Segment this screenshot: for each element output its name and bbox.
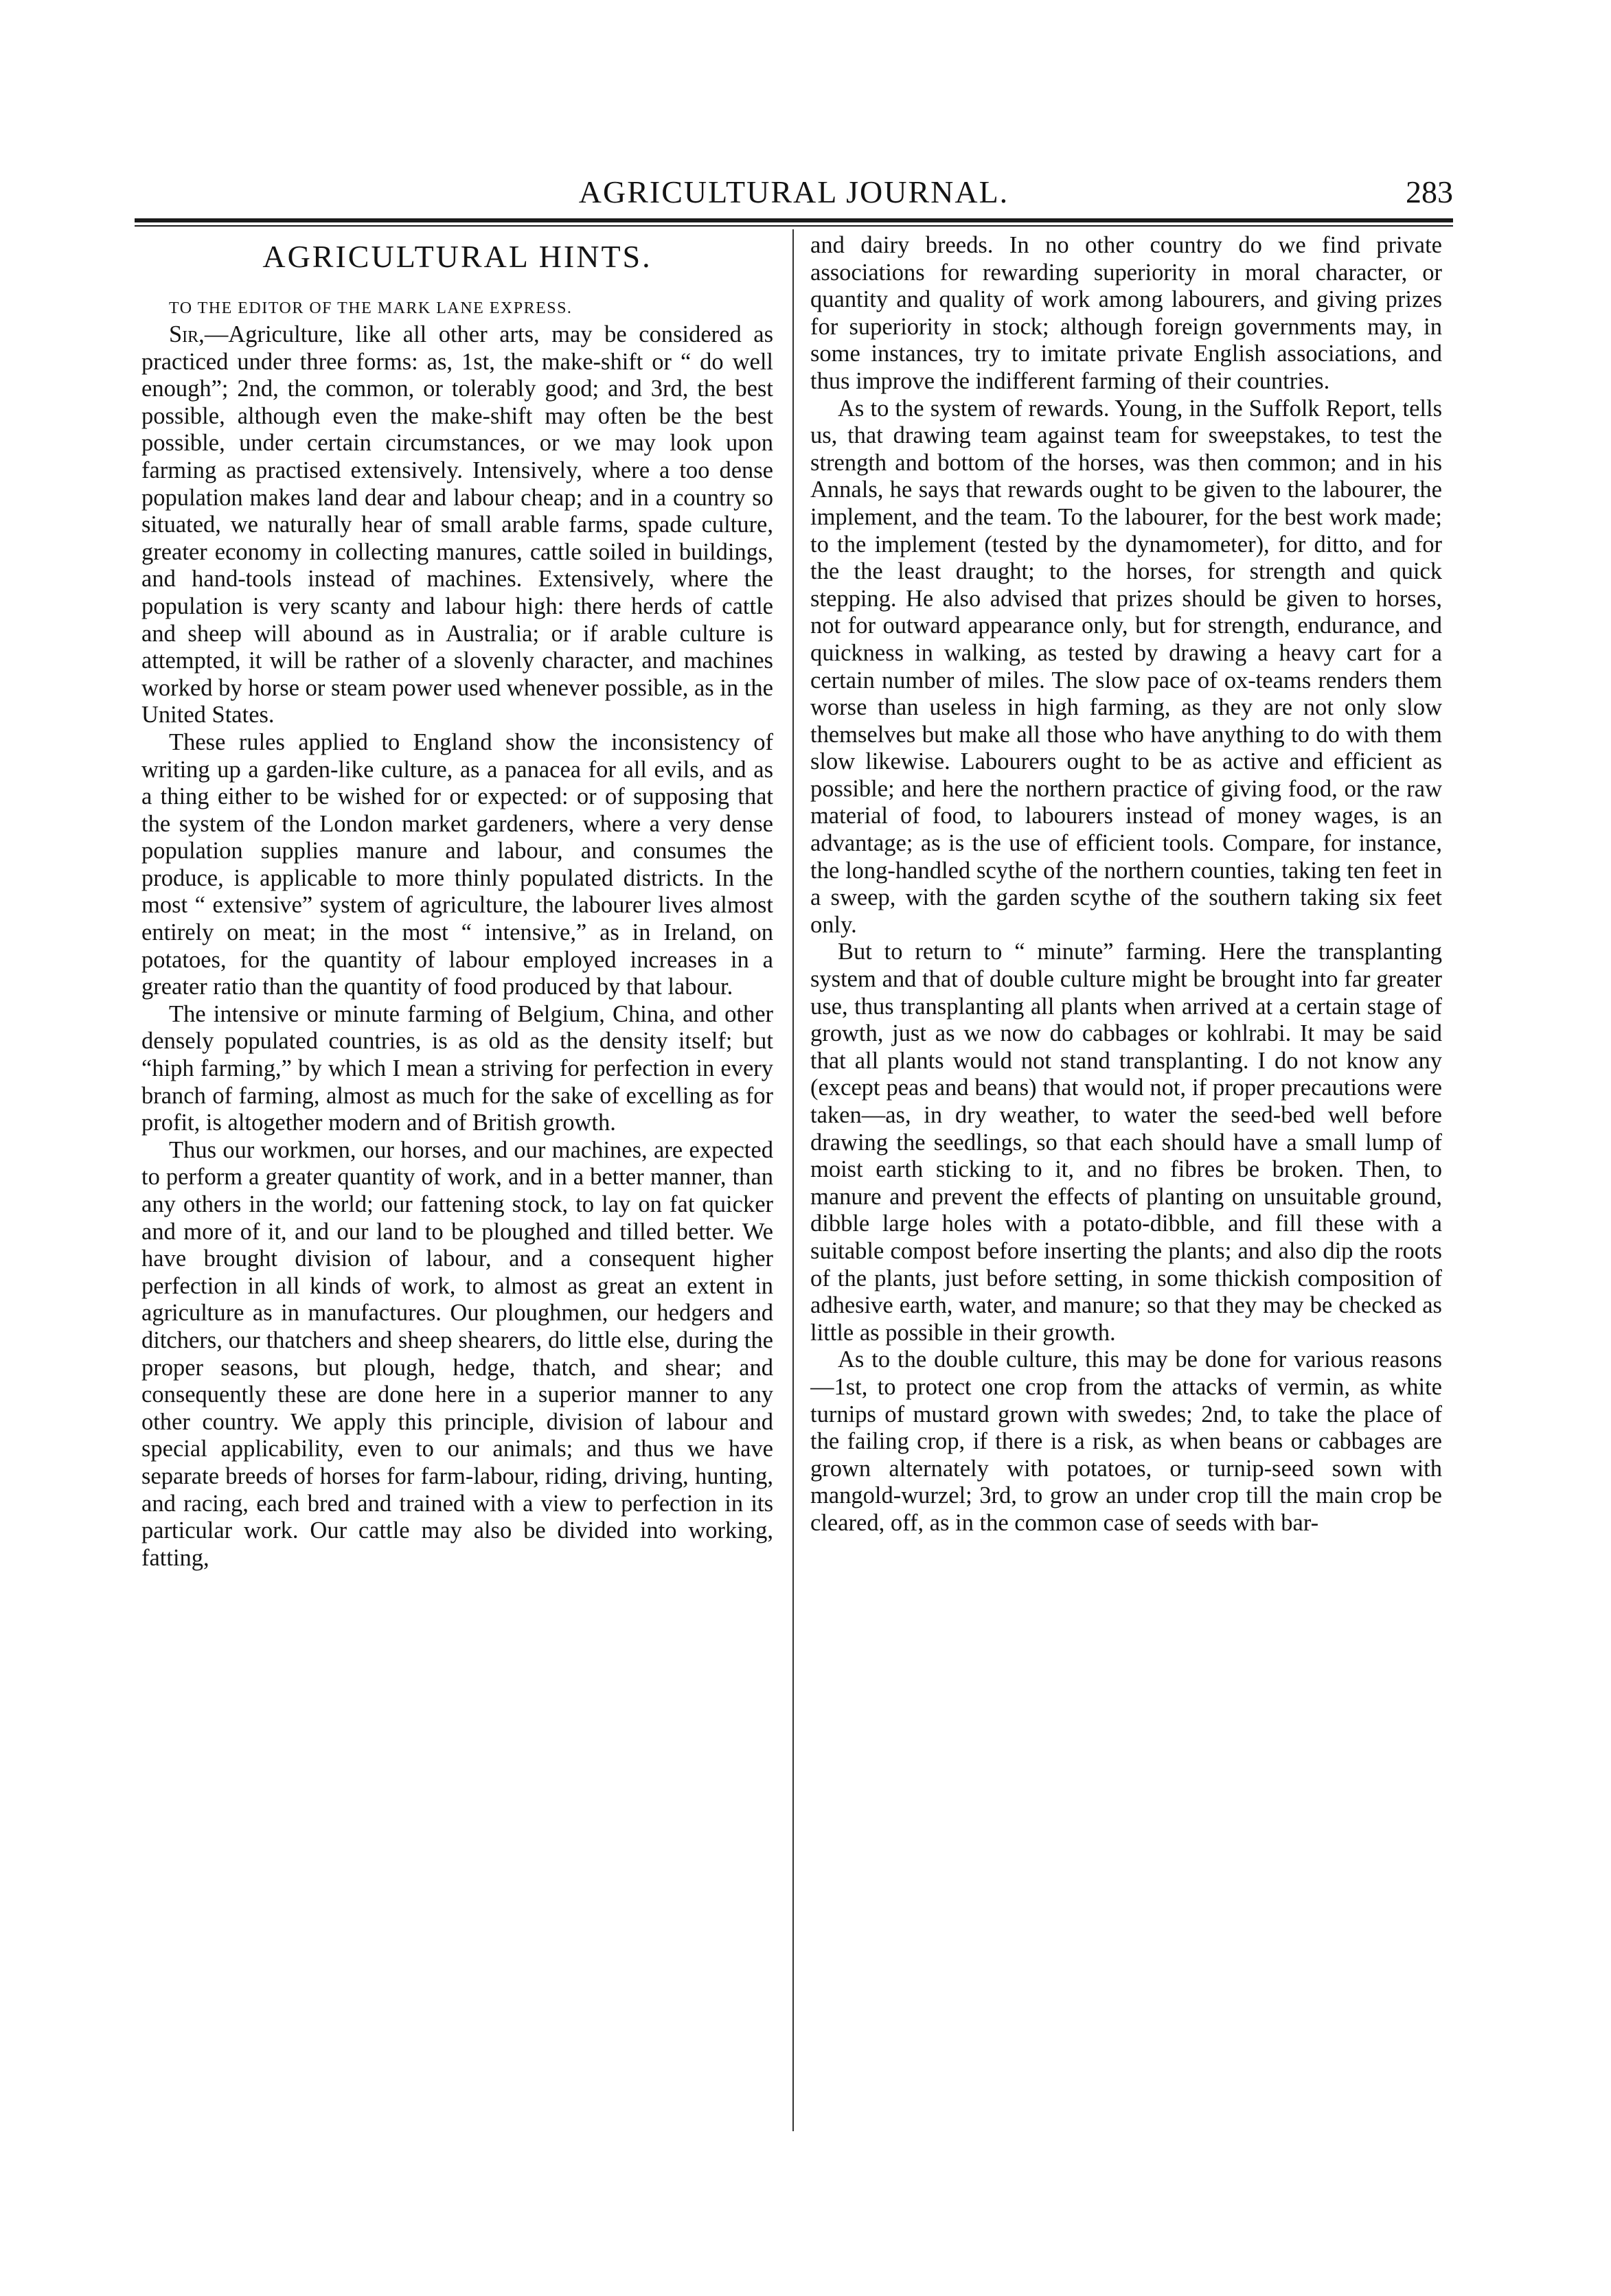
paragraph: These rules applied to England show the inconsistency of writing up a garden-like culture, as a panacea for all evils, and as a thing either to be wished for or expected: or of supposing that the system of the London market gardeners, where a very dense population supplies manure and labour, and consumes the produce, is applicable to more thinly populated districts. In the most “ extensive” system of agriculture, the labourer lives almost entirely on meat; in the most “ intensive,” as in Ireland, on potatoes, for the quantity of labour employed increases in a greater ratio than the quantity of food produced by that labour. (141, 728, 773, 1000)
paragraph: As to the system of rewards. Young, in the Suffolk Report, tells us, that drawing team against team for sweepstakes, to test the strength and bottom of the horses, was then common; and in his Annals, he says that rewards ought to be given to the labourer, the implement, and the team. To the labourer, for the best work made; to the implement (tested by the dynamometer), for ditto, and for the the least draught; to the horses, for strength and quick stepping. He also advised that prizes should be given to horses, not for outward appearance only, but for strength, endurance, and quickness in walking, as tested by drawing a heavy cart for a certain number of miles. The slow pace of ox-teams renders them worse than useless in high farming, as they are not only slow themselves but make all those who have anything to do with them slow likewise. Labourers ought to be as active and efficient as possible; and here the northern practice of giving food, or the raw material of food, to labourers instead of money wages, is an advantage; as is the use of efficient tools. Compare, for instance, the long-handled scythe of the northern counties, taking ten feet in a sweep, with the garden scythe of the southern taking six feet only. (810, 395, 1442, 938)
paragraph: The intensive or minute farming of Belgium, China, and other densely populated countries, is as old as the density itself; but “hiph farming,” by which I mean a striving for perfection in every branch of farming, almost as much for the sake of excelling as for profit, is altogether modern and of British growth. (141, 1000, 773, 1136)
running-header (135, 172, 1453, 220)
journal-title: AGRICULTURAL JOURNAL. (578, 174, 1009, 209)
header-rule-thick (135, 218, 1453, 222)
page-number: 283 (1406, 174, 1453, 209)
editor-address: TO THE EDITOR OF THE MARK LANE EXPRESS. (169, 299, 573, 317)
column-divider (792, 229, 794, 2131)
article-title: AGRICULTURAL HINTS. (262, 239, 652, 274)
paragraph: But to return to “ minute” farming. Here the transplanting system and that of double culture might be brought into far greater use, thus transplanting all plants when arrived at a certain stage of growth, just as we now do cabbages or kohlrabi. It may be said that all plants would not stand transplanting. I do not know any (except peas and beans) that would not, if proper precautions were taken—as, in dry weather, to water the seed-bed well before drawing the seedlings, so that each should have a small lump of moist earth sticking to it, and no fibres be broken. Then, to manure and prevent the effects of planting on unsuitable ground, dibble large holes with a potato-dibble, and fill these with a suitable compost before inserting the plants; and also dip the roots of the plants, just before setting, in some thickish composition of adhesive earth, water, and manure; so that they may be checked as little as possible in their growth. (810, 939, 1442, 1346)
left-column (141, 232, 773, 2155)
salutation: Sir, (169, 321, 205, 347)
paragraph: Thus our workmen, our horses, and our machines, are expected to perform a greater quantity of work, and in a better manner, than any others in the world; our fattening stock, to lay on fat quicker and more of it, and our land to be ploughed and tilled better. We have brought division of labour, and a consequent higher perfection in all kinds of work, to almost as great an extent in agriculture as in manufactures. Our ploughmen, our hedgers and ditchers, our thatchers and sheep shearers, do little else, during the proper seasons, but plough, hedge, thatch, and shear; and consequently these are done here in a superior manner to any other country. We apply this principle, division of labour and special applicability, even to our animals; and thus we have separate breeds of horses for farm-labour, riding, driving, hunting, and racing, each bred and trained with a view to perfection in its particular work. Our cattle may also be divided into working, fatting, (141, 1136, 773, 1571)
paragraph: and dairy breeds. In no other country do we find private associations for rewarding superiority in moral character, or quantity and quality of work among labourers, and giving prizes for superiority in stock; although foreign governments may, in some instances, try to imitate private English associations, and thus improve the indifferent farming of their countries. (810, 232, 1442, 394)
paragraph-text: —Agriculture, like all other arts, may be considered as practiced under three forms: as, 1st, the make-shift or “ do well enough”; 2nd, the common, or tolerably good; and 3rd, the best possible, although even the make-shift may often be the best possible, under certain circumstances, or we may look upon farming as practised extensively. Intensively, where a too dense population makes land dear and labour cheap; and in a country so situated, we naturally hear of small arable farms, spade culture, greater economy in collecting manures, cattle soiled in buildings, and hand-tools instead of machines. Extensively, where the population is very scanty and labour high: there herds of cattle and sheep will abound as in Australia; or if arable culture is attempted, it will be rather of a slovenly character, and machines worked by horse or steam power used whenever possible, as in the United States. (141, 321, 773, 728)
paragraph (141, 321, 773, 729)
header-rule-thin (135, 225, 1453, 227)
right-column (810, 232, 1442, 2155)
paragraph: As to the double culture, this may be done for various reasons—1st, to protect one crop from the attacks of vermin, as white turnips of mustard grown with swedes; 2nd, to take the place of the failing crop, if there is a risk, as when beans or cabbages are grown alternately with potatoes, or turnip-seed sown with mangold-wurzel; 3rd, to grow an under crop till the main crop be cleared, off, as in the common case of seeds with bar- (810, 1346, 1442, 1536)
